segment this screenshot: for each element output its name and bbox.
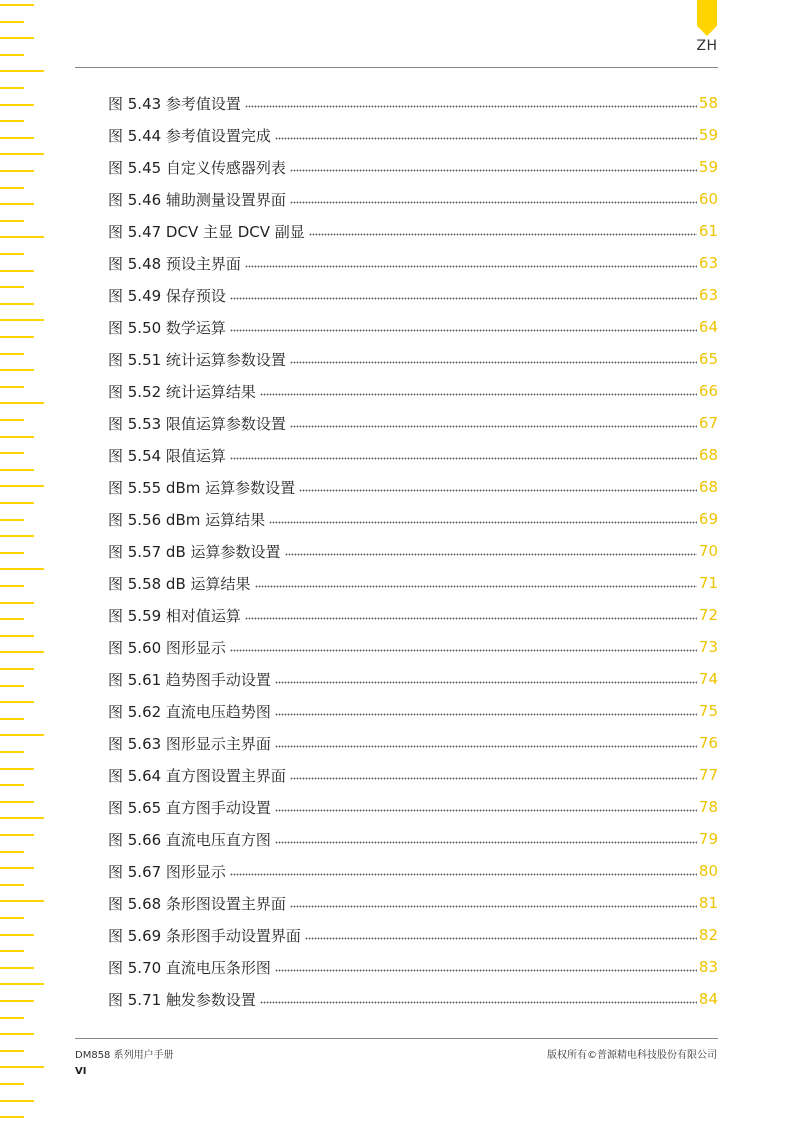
ruler-tick: [0, 535, 34, 537]
toc-entry-label: 图 5.66 直流电压直方图: [108, 830, 271, 849]
ruler-tick: [0, 1116, 24, 1118]
dot-leader: [285, 551, 697, 557]
header-divider: [75, 67, 718, 68]
dot-leader: [245, 103, 697, 109]
toc-entry-page[interactable]: 59: [698, 126, 718, 144]
dot-leader: [290, 423, 697, 429]
toc-entry-label: 图 5.61 趋势图手动设置: [108, 670, 271, 689]
toc-entry-page[interactable]: 84: [698, 990, 718, 1008]
toc-entry[interactable]: [108, 471, 718, 503]
toc-entry[interactable]: [108, 311, 718, 343]
dot-leader: [230, 871, 697, 877]
ruler-tick: [0, 635, 34, 637]
dot-leader: [230, 295, 697, 301]
toc-entry[interactable]: [108, 279, 718, 311]
dot-leader: [275, 679, 697, 685]
ruler-tick: [0, 900, 44, 902]
toc-entry-page[interactable]: 58: [698, 94, 718, 112]
ruler-tick: [0, 568, 44, 570]
toc-entry-page[interactable]: 59: [698, 158, 718, 176]
ruler-tick: [0, 270, 34, 272]
ruler-tick: [0, 37, 34, 39]
toc-entry-label: 图 5.60 图形显示: [108, 638, 226, 657]
toc-entry-page[interactable]: 63: [698, 286, 718, 304]
ruler-tick: [0, 834, 34, 836]
dot-leader: [275, 807, 697, 813]
dot-leader: [290, 903, 697, 909]
ruler-tick: [0, 336, 34, 338]
ruler-tick: [0, 618, 24, 620]
toc-entry-page[interactable]: 73: [698, 638, 718, 656]
dot-leader: [245, 263, 697, 269]
toc-entry-page[interactable]: 83: [698, 958, 718, 976]
dot-leader: [230, 455, 697, 461]
ruler-tick: [0, 519, 24, 521]
toc-entry-page[interactable]: 80: [698, 862, 718, 880]
ruler-tick: [0, 751, 24, 753]
toc-entry[interactable]: [108, 791, 718, 823]
toc-entry[interactable]: [108, 407, 718, 439]
toc-entry[interactable]: [108, 343, 718, 375]
toc-entry-label: 图 5.67 图形显示: [108, 862, 226, 881]
toc-entry[interactable]: [108, 119, 718, 151]
toc-entry-page[interactable]: 82: [698, 926, 718, 944]
dot-leader: [290, 167, 697, 173]
dot-leader: [299, 487, 697, 493]
ruler-tick: [0, 768, 34, 770]
ruler-tick: [0, 253, 24, 255]
dot-leader: [275, 743, 697, 749]
toc-entry[interactable]: [108, 951, 718, 983]
toc-entry-label: 图 5.64 直方图设置主界面: [108, 766, 286, 785]
dot-leader: [269, 519, 697, 525]
toc-entry[interactable]: [108, 631, 718, 663]
ruler-tick: [0, 917, 24, 919]
toc-entry-label: 图 5.57 dB 运算参数设置: [108, 542, 281, 561]
ruler-tick: [0, 950, 24, 952]
dot-leader: [230, 327, 697, 333]
ruler-tick: [0, 236, 44, 238]
ruler-tick: [0, 701, 34, 703]
toc-entry-label: 图 5.46 辅助测量设置界面: [108, 190, 286, 209]
toc-entry-page[interactable]: 61: [698, 222, 718, 240]
toc-entry-page[interactable]: 63: [698, 254, 718, 272]
toc-entry[interactable]: [108, 151, 718, 183]
toc-entry-label: 图 5.51 统计运算参数设置: [108, 350, 286, 369]
toc-entry-page[interactable]: 65: [698, 350, 718, 368]
toc-entry[interactable]: [108, 247, 718, 279]
dot-leader: [260, 391, 697, 397]
toc-entry[interactable]: [108, 599, 718, 631]
toc-entry-label: 图 5.50 数学运算: [108, 318, 226, 337]
ruler-tick: [0, 867, 34, 869]
ruler-tick: [0, 668, 34, 670]
ruler-tick: [0, 983, 44, 985]
toc-entry-label: 图 5.62 直流电压趋势图: [108, 702, 271, 721]
ruler-tick: [0, 734, 44, 736]
toc-entry-label: 图 5.63 图形显示主界面: [108, 734, 271, 753]
ruler-tick: [0, 203, 34, 205]
copyright-notice: 版权所有©普源精电科技股份有限公司: [547, 1050, 717, 1061]
toc-entry-page[interactable]: 79: [698, 830, 718, 848]
ruler-tick: [0, 369, 34, 371]
toc-entry[interactable]: [108, 663, 718, 695]
dot-leader: [255, 583, 697, 589]
ruler-tick: [0, 1033, 34, 1035]
ruler-tick: [0, 319, 44, 321]
toc-entry-label: 图 5.58 dB 运算结果: [108, 574, 251, 593]
dot-leader: [275, 135, 697, 141]
language-tab-marker: [697, 0, 717, 36]
toc-entry-page[interactable]: 71: [698, 574, 718, 592]
toc-entry[interactable]: [108, 215, 718, 247]
ruler-tick: [0, 153, 44, 155]
toc-entry-label: 图 5.47 DCV 主显 DCV 副显: [108, 222, 305, 241]
dot-leader: [275, 967, 697, 973]
ruler-tick: [0, 303, 34, 305]
toc-entry-page[interactable]: 68: [698, 446, 718, 464]
ruler-tick: [0, 170, 34, 172]
toc-entry-label: 图 5.43 参考值设置: [108, 94, 241, 113]
toc-entry[interactable]: [108, 759, 718, 791]
margin-ruler: [0, 0, 46, 1122]
figure-list: [108, 87, 718, 1015]
ruler-tick: [0, 104, 34, 106]
toc-entry[interactable]: [108, 375, 718, 407]
toc-entry-label: 图 5.54 限值运算: [108, 446, 226, 465]
ruler-tick: [0, 685, 24, 687]
toc-entry[interactable]: [108, 823, 718, 855]
ruler-tick: [0, 1066, 44, 1068]
toc-entry-page[interactable]: 77: [698, 766, 718, 784]
ruler-tick: [0, 502, 34, 504]
toc-entry-label: 图 5.56 dBm 运算结果: [108, 510, 266, 529]
toc-entry-label: 图 5.52 统计运算结果: [108, 382, 256, 401]
ruler-tick: [0, 137, 34, 139]
ruler-tick: [0, 402, 44, 404]
toc-entry[interactable]: [108, 439, 718, 471]
ruler-tick: [0, 220, 24, 222]
toc-entry[interactable]: [108, 919, 718, 951]
dot-leader: [230, 647, 697, 653]
ruler-tick: [0, 1050, 24, 1052]
ruler-tick: [0, 54, 24, 56]
ruler-tick: [0, 419, 24, 421]
dot-leader: [309, 231, 697, 237]
ruler-tick: [0, 353, 24, 355]
toc-entry-page[interactable]: 69: [698, 510, 718, 528]
dot-leader: [275, 839, 697, 845]
toc-entry-page[interactable]: 68: [698, 478, 718, 496]
ruler-tick: [0, 452, 24, 454]
toc-entry-label: 图 5.55 dBm 运算参数设置: [108, 478, 296, 497]
toc-entry[interactable]: [108, 503, 718, 535]
dot-leader: [305, 935, 697, 941]
ruler-tick: [0, 585, 24, 587]
ruler-tick: [0, 967, 34, 969]
toc-entry[interactable]: [108, 855, 718, 887]
ruler-tick: [0, 784, 24, 786]
toc-entry-page[interactable]: 74: [698, 670, 718, 688]
manual-title: DM858 系列用户手册: [75, 1050, 174, 1061]
toc-entry-label: 图 5.48 预设主界面: [108, 254, 241, 273]
toc-entry[interactable]: [108, 87, 718, 119]
toc-entry-label: 图 5.70 直流电压条形图: [108, 958, 271, 977]
ruler-tick: [0, 651, 44, 653]
toc-entry-label: 图 5.49 保存预设: [108, 286, 226, 305]
toc-entry-label: 图 5.71 触发参数设置: [108, 990, 256, 1009]
toc-entry-label: 图 5.69 条形图手动设置界面: [108, 926, 301, 945]
ruler-tick: [0, 485, 44, 487]
toc-entry-page[interactable]: 60: [698, 190, 718, 208]
ruler-tick: [0, 718, 24, 720]
toc-entry-page[interactable]: 76: [698, 734, 718, 752]
toc-entry-page[interactable]: 75: [698, 702, 718, 720]
toc-entry-page[interactable]: 67: [698, 414, 718, 432]
toc-entry-page[interactable]: 66: [698, 382, 718, 400]
footer-divider: [75, 1038, 718, 1039]
dot-leader: [275, 711, 697, 717]
ruler-tick: [0, 87, 24, 89]
ruler-tick: [0, 436, 34, 438]
toc-entry[interactable]: [108, 695, 718, 727]
toc-entry[interactable]: [108, 727, 718, 759]
ruler-tick: [0, 851, 24, 853]
ruler-tick: [0, 469, 34, 471]
toc-entry[interactable]: [108, 567, 718, 599]
ruler-tick: [0, 1083, 24, 1085]
ruler-tick: [0, 801, 34, 803]
toc-entry-label: 图 5.44 参考值设置完成: [108, 126, 271, 145]
toc-entry-label: 图 5.45 自定义传感器列表: [108, 158, 286, 177]
toc-entry-label: 图 5.65 直方图手动设置: [108, 798, 271, 817]
language-code: ZH: [696, 38, 718, 54]
toc-entry[interactable]: [108, 983, 718, 1015]
toc-entry-page[interactable]: 81: [698, 894, 718, 912]
dot-leader: [290, 359, 697, 365]
ruler-tick: [0, 934, 34, 936]
ruler-tick: [0, 552, 24, 554]
toc-entry-page[interactable]: 70: [698, 542, 718, 560]
ruler-tick: [0, 70, 44, 72]
ruler-tick: [0, 120, 24, 122]
toc-entry-page[interactable]: 64: [698, 318, 718, 336]
ruler-tick: [0, 1017, 24, 1019]
dot-leader: [290, 199, 697, 205]
toc-entry-page[interactable]: 78: [698, 798, 718, 816]
toc-entry-page[interactable]: 72: [698, 606, 718, 624]
toc-entry[interactable]: [108, 183, 718, 215]
page-number: VI: [75, 1066, 87, 1077]
ruler-tick: [0, 602, 34, 604]
ruler-tick: [0, 4, 34, 6]
ruler-tick: [0, 1000, 34, 1002]
ruler-tick: [0, 1100, 34, 1102]
ruler-tick: [0, 286, 24, 288]
ruler-tick: [0, 21, 24, 23]
ruler-tick: [0, 386, 24, 388]
dot-leader: [245, 615, 697, 621]
dot-leader: [260, 999, 697, 1005]
ruler-tick: [0, 187, 24, 189]
toc-entry[interactable]: [108, 535, 718, 567]
dot-leader: [290, 775, 697, 781]
ruler-tick: [0, 884, 24, 886]
toc-entry-label: 图 5.53 限值运算参数设置: [108, 414, 286, 433]
toc-entry[interactable]: [108, 887, 718, 919]
toc-entry-label: 图 5.68 条形图设置主界面: [108, 894, 286, 913]
toc-entry-label: 图 5.59 相对值运算: [108, 606, 241, 625]
ruler-tick: [0, 817, 44, 819]
